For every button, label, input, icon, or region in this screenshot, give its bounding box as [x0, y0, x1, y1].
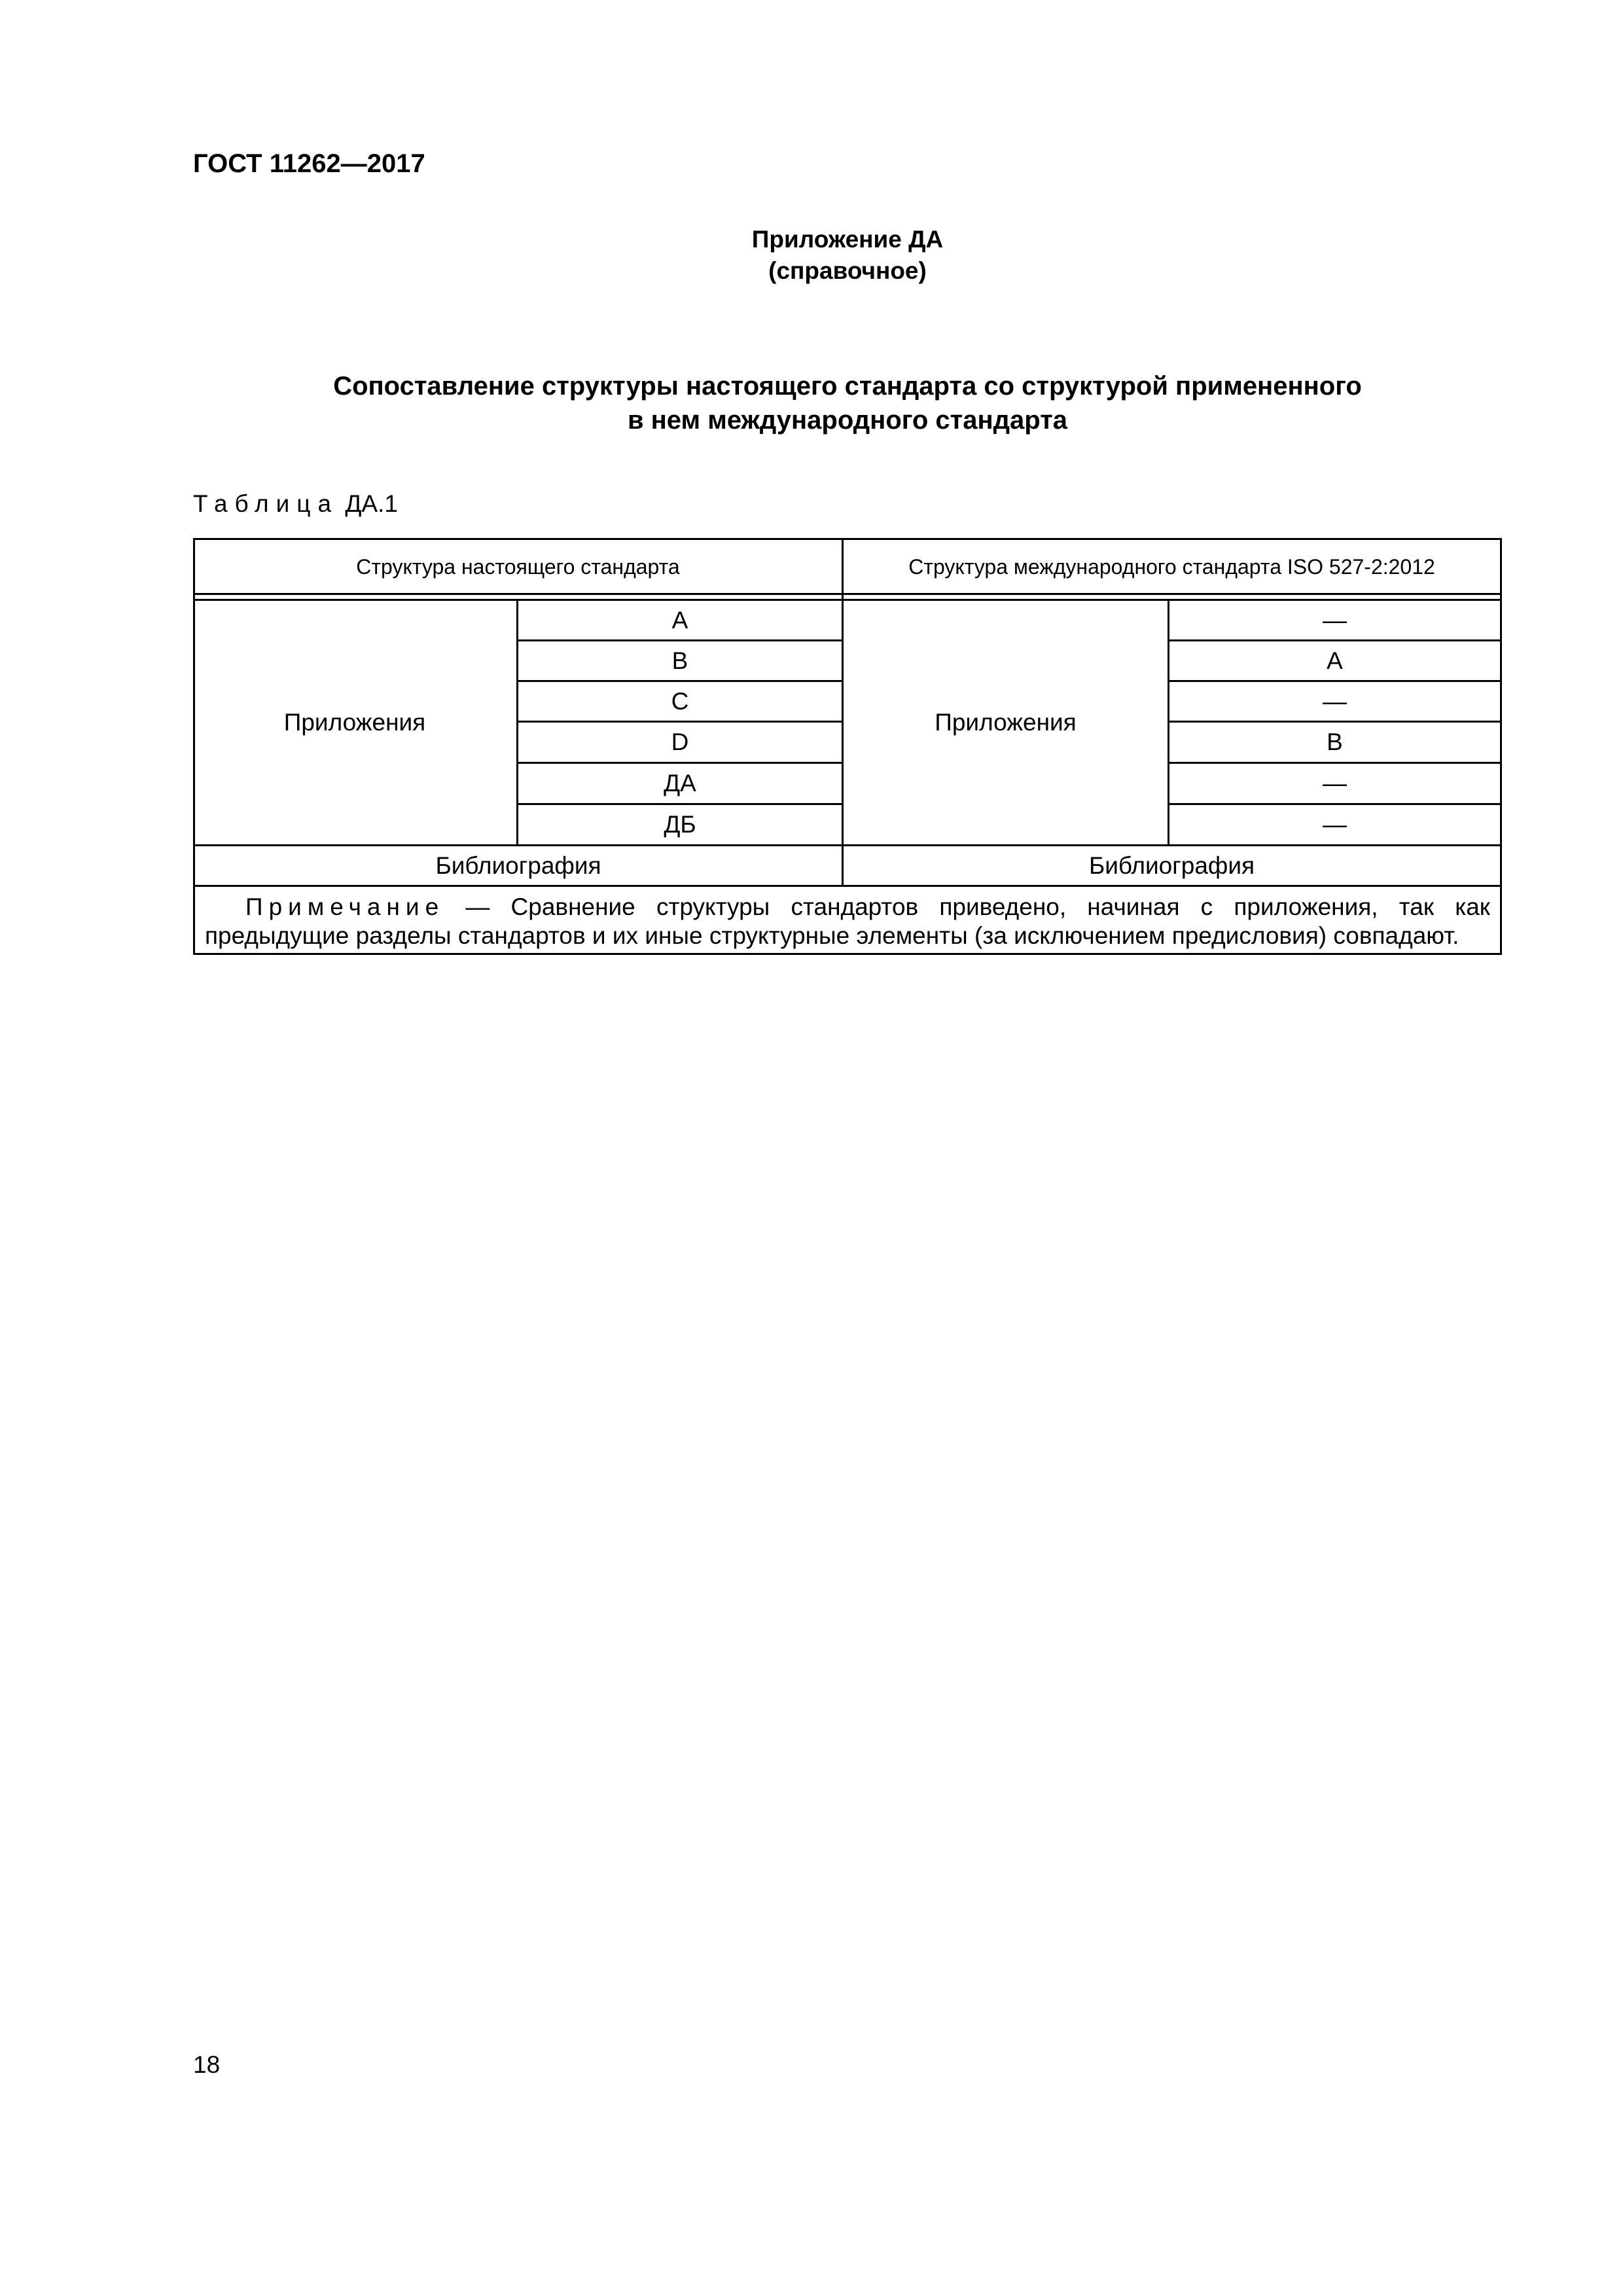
bibliography-current: Библиография: [435, 852, 601, 879]
left-item-cell: ДБ: [664, 811, 696, 838]
section-title-line-1: Сопоставление структуры настоящего стандарта со структурой примененного: [333, 372, 1362, 401]
page-number: 18: [193, 2051, 221, 2078]
note-text: — Сравнение структуры стандартов приведено, начиная с приложения, так как предыдущие разделы стандартов и их иные структурные элементы (за исключением предисловия) совпадают.: [205, 893, 1490, 949]
left-item-cell: ДА: [664, 770, 696, 797]
right-group-appendices: Приложения: [935, 709, 1077, 736]
header-double-rule-top: [193, 593, 1502, 595]
right-item-cell: B: [1327, 728, 1343, 755]
document-code: ГОСТ 11262—2017: [193, 149, 425, 178]
right-item-cell: —: [1323, 811, 1347, 838]
table-caption: [193, 488, 398, 520]
right-item-cell: —: [1323, 606, 1347, 634]
right-item-cell: —: [1323, 687, 1347, 715]
table-note: [205, 893, 1490, 950]
left-item-cell: A: [671, 606, 688, 634]
note-label: Примечание: [245, 893, 445, 920]
left-group-appendices: Приложения: [283, 709, 426, 736]
table-caption-number: ДА.1: [345, 490, 398, 517]
left-item-cell: C: [671, 687, 689, 715]
appendix-title: Приложение ДА: [751, 226, 944, 253]
section-title-line-2: в нем международного стандарта: [627, 406, 1068, 435]
left-item-cell: D: [671, 728, 689, 755]
table-caption-word: Таблица: [193, 490, 339, 517]
header-current-standard: Структура настоящего стандарта: [356, 554, 680, 579]
bibliography-international: Библиография: [1088, 852, 1255, 879]
right-item-cell: A: [1327, 647, 1343, 674]
header-international-standard: Структура международного стандарта ISO 527-2:2012: [908, 554, 1435, 579]
right-item-cell: —: [1323, 770, 1347, 797]
bibliography-bottom-rule: [193, 885, 1502, 887]
appendix-status: (справочное): [768, 257, 927, 284]
left-item-cell: B: [671, 647, 688, 674]
